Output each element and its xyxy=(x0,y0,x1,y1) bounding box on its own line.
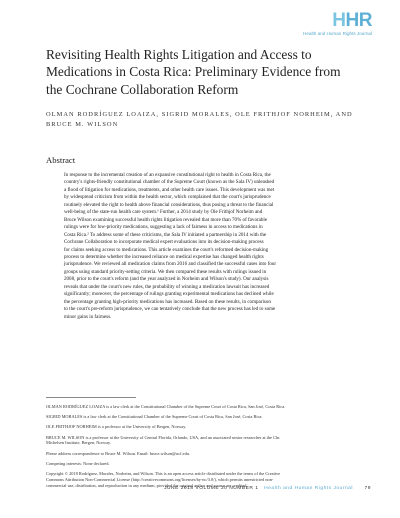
abstract-line: process to determine whether the increased reliance on medical expertise has changed health rights xyxy=(64,253,264,260)
abstract-line: well-being of the state-run health care system.¹ Further, a 2014 study by Ole Frithjof Norheim and xyxy=(64,209,263,216)
note-line: OLMAN RODRÍGUEZ LOAIZA is a law clerk at the Constitutional Chamber of the Supreme Court of Costa Rica, San José, Costa Rica. xyxy=(46,404,286,409)
abstract-line: Costa Rica.² To address some of these criticisms, the Sala IV initiated a partnership in 2014 with the xyxy=(64,231,267,238)
note-line: SIGRID MORALES is a law clerk at the Constitutional Chamber of the Supreme Court of Costa Rica, San José, Costa Rica. xyxy=(46,414,263,420)
abstract-line: reveals that under the court's new rules, the probability of winning a medication lawsuit has increased xyxy=(64,283,270,290)
abstract-line: jurisprudence. We reviewed all medication claims from 2016 and classified the successful cases into four xyxy=(64,261,277,268)
title-line: Revisiting Health Rights Litigation and Access to xyxy=(46,47,312,62)
note-line: commercial use, distribution, and reproduction in any medium, provided the original author and source are credited. xyxy=(46,482,248,488)
abstract-line: 2008, prior to the court's reform (and the year analyzed in Norheim and Wilson's study). Our analysis xyxy=(64,276,269,283)
title-line: the Cochrane Collaboration Reform xyxy=(46,81,239,97)
note-line: BRUCE M. WILSON is a professor at the University of Central Florida, Orlando, USA, and an associated senior researcher at the Chr. xyxy=(46,434,281,440)
abstract-line: the percentage granting high-priority medications has increased. Based on these results, in comparison xyxy=(64,298,271,305)
note-rodriguez xyxy=(46,404,358,410)
abstract-line: minor gains in fairness. xyxy=(64,313,112,320)
title-line: Medications in Costa Rica: Preliminary Evidence from xyxy=(46,64,341,80)
article-title xyxy=(46,46,366,98)
note-wilson xyxy=(46,435,358,447)
footer-issue xyxy=(164,486,353,491)
logo-letter-r: R xyxy=(358,10,372,31)
abstract-line: groups using standard priority-setting criteria. We then compared these results with rulings issued in xyxy=(64,268,267,275)
note-norheim xyxy=(46,424,358,430)
abstract-line: country's rights-friendly constitutional chamber of the Supreme Court (known as the Sala IV) unleashed xyxy=(64,179,275,186)
notes-divider xyxy=(46,397,136,398)
note-line: Michelsen Institute, Bergen, Norway. xyxy=(46,440,112,446)
page-footer xyxy=(0,486,400,496)
authors-line: BRUCE M. WILSON xyxy=(46,121,119,128)
author-list xyxy=(46,110,366,130)
authors-line: OLMAN RODRÍGUEZ LOAIZA, SIGRID MORALES, OLE FRITHJOF NORHEIM, AND xyxy=(46,111,353,118)
abstract-body xyxy=(64,172,354,321)
logo-subtitle: Health and Human Rights Journal xyxy=(303,31,372,36)
abstract-line: In response to the incremental creation of an expansive constitutional right to health in Costa Rica, the xyxy=(64,172,271,178)
note-correspondence xyxy=(46,451,358,457)
issue-info: JUNE 2018 VOLUME 20 NUMBER 1 xyxy=(164,486,259,491)
abstract-line: Cochrane Collaboration to incorporate medical expert evaluations into its decision-making process xyxy=(64,239,264,246)
note-line: Copyright © 2018 Rodríguez, Morales, Norheim, and Wilson. This is an open access article distributed under the terms of the Creative xyxy=(46,470,281,476)
author-notes xyxy=(46,404,358,493)
note-line: OLE FRITHJOF NORHEIM is a professor at the University of Bergen, Norway. xyxy=(46,424,187,430)
abstract-line: for claims seeking access to medications. This article examines the court's reformed decision-making xyxy=(64,246,269,253)
abstract-heading: Abstract xyxy=(46,155,76,165)
abstract-line: a flood of litigation for medications, treatments, and other health care issues. This development was met xyxy=(64,186,275,193)
logo-letter-h-second: H xyxy=(345,10,359,31)
logo-letter-h: H xyxy=(332,10,346,31)
abstract-line: by widespread criticism from within the health sector, which complained that the court's jurisprudence xyxy=(64,194,271,201)
journal-name: Health and Human Rights Journal xyxy=(264,486,353,491)
abstract-line: rulings were for low-priority medications, suggesting a lack of fairness in access to medications in xyxy=(64,224,263,231)
abstract-line: routinely elevated the right to health above financial considerations, thus posing a threat to the financial xyxy=(64,201,274,208)
note-line: Please address correspondence to Bruce M. Wilson. Email: bruce.wilson@ucf.edu. xyxy=(46,450,191,456)
abstract-line: Bruce Wilson examining successful health rights litigation revealed that more than 70% of favorable xyxy=(64,216,268,223)
note-morales xyxy=(46,414,358,420)
logo-mark xyxy=(303,12,372,30)
note-competing-interests xyxy=(46,461,358,467)
note-line: Commons Attribution Non-Commercial License (http://creativecommons.org/licenses/by-nc/3.0/), which permits unrestricted non- xyxy=(46,476,274,482)
note-line: Competing interests: None declared. xyxy=(46,460,110,466)
abstract-line: significantly; moreover, the percentage of rulings granting experimental medications has declined while xyxy=(64,291,274,298)
abstract-line: to the court's pre-reform jurisprudence, we can tentatively conclude that the new process has led to some xyxy=(64,306,276,313)
journal-logo xyxy=(303,12,372,36)
page-number: 79 xyxy=(364,486,371,491)
